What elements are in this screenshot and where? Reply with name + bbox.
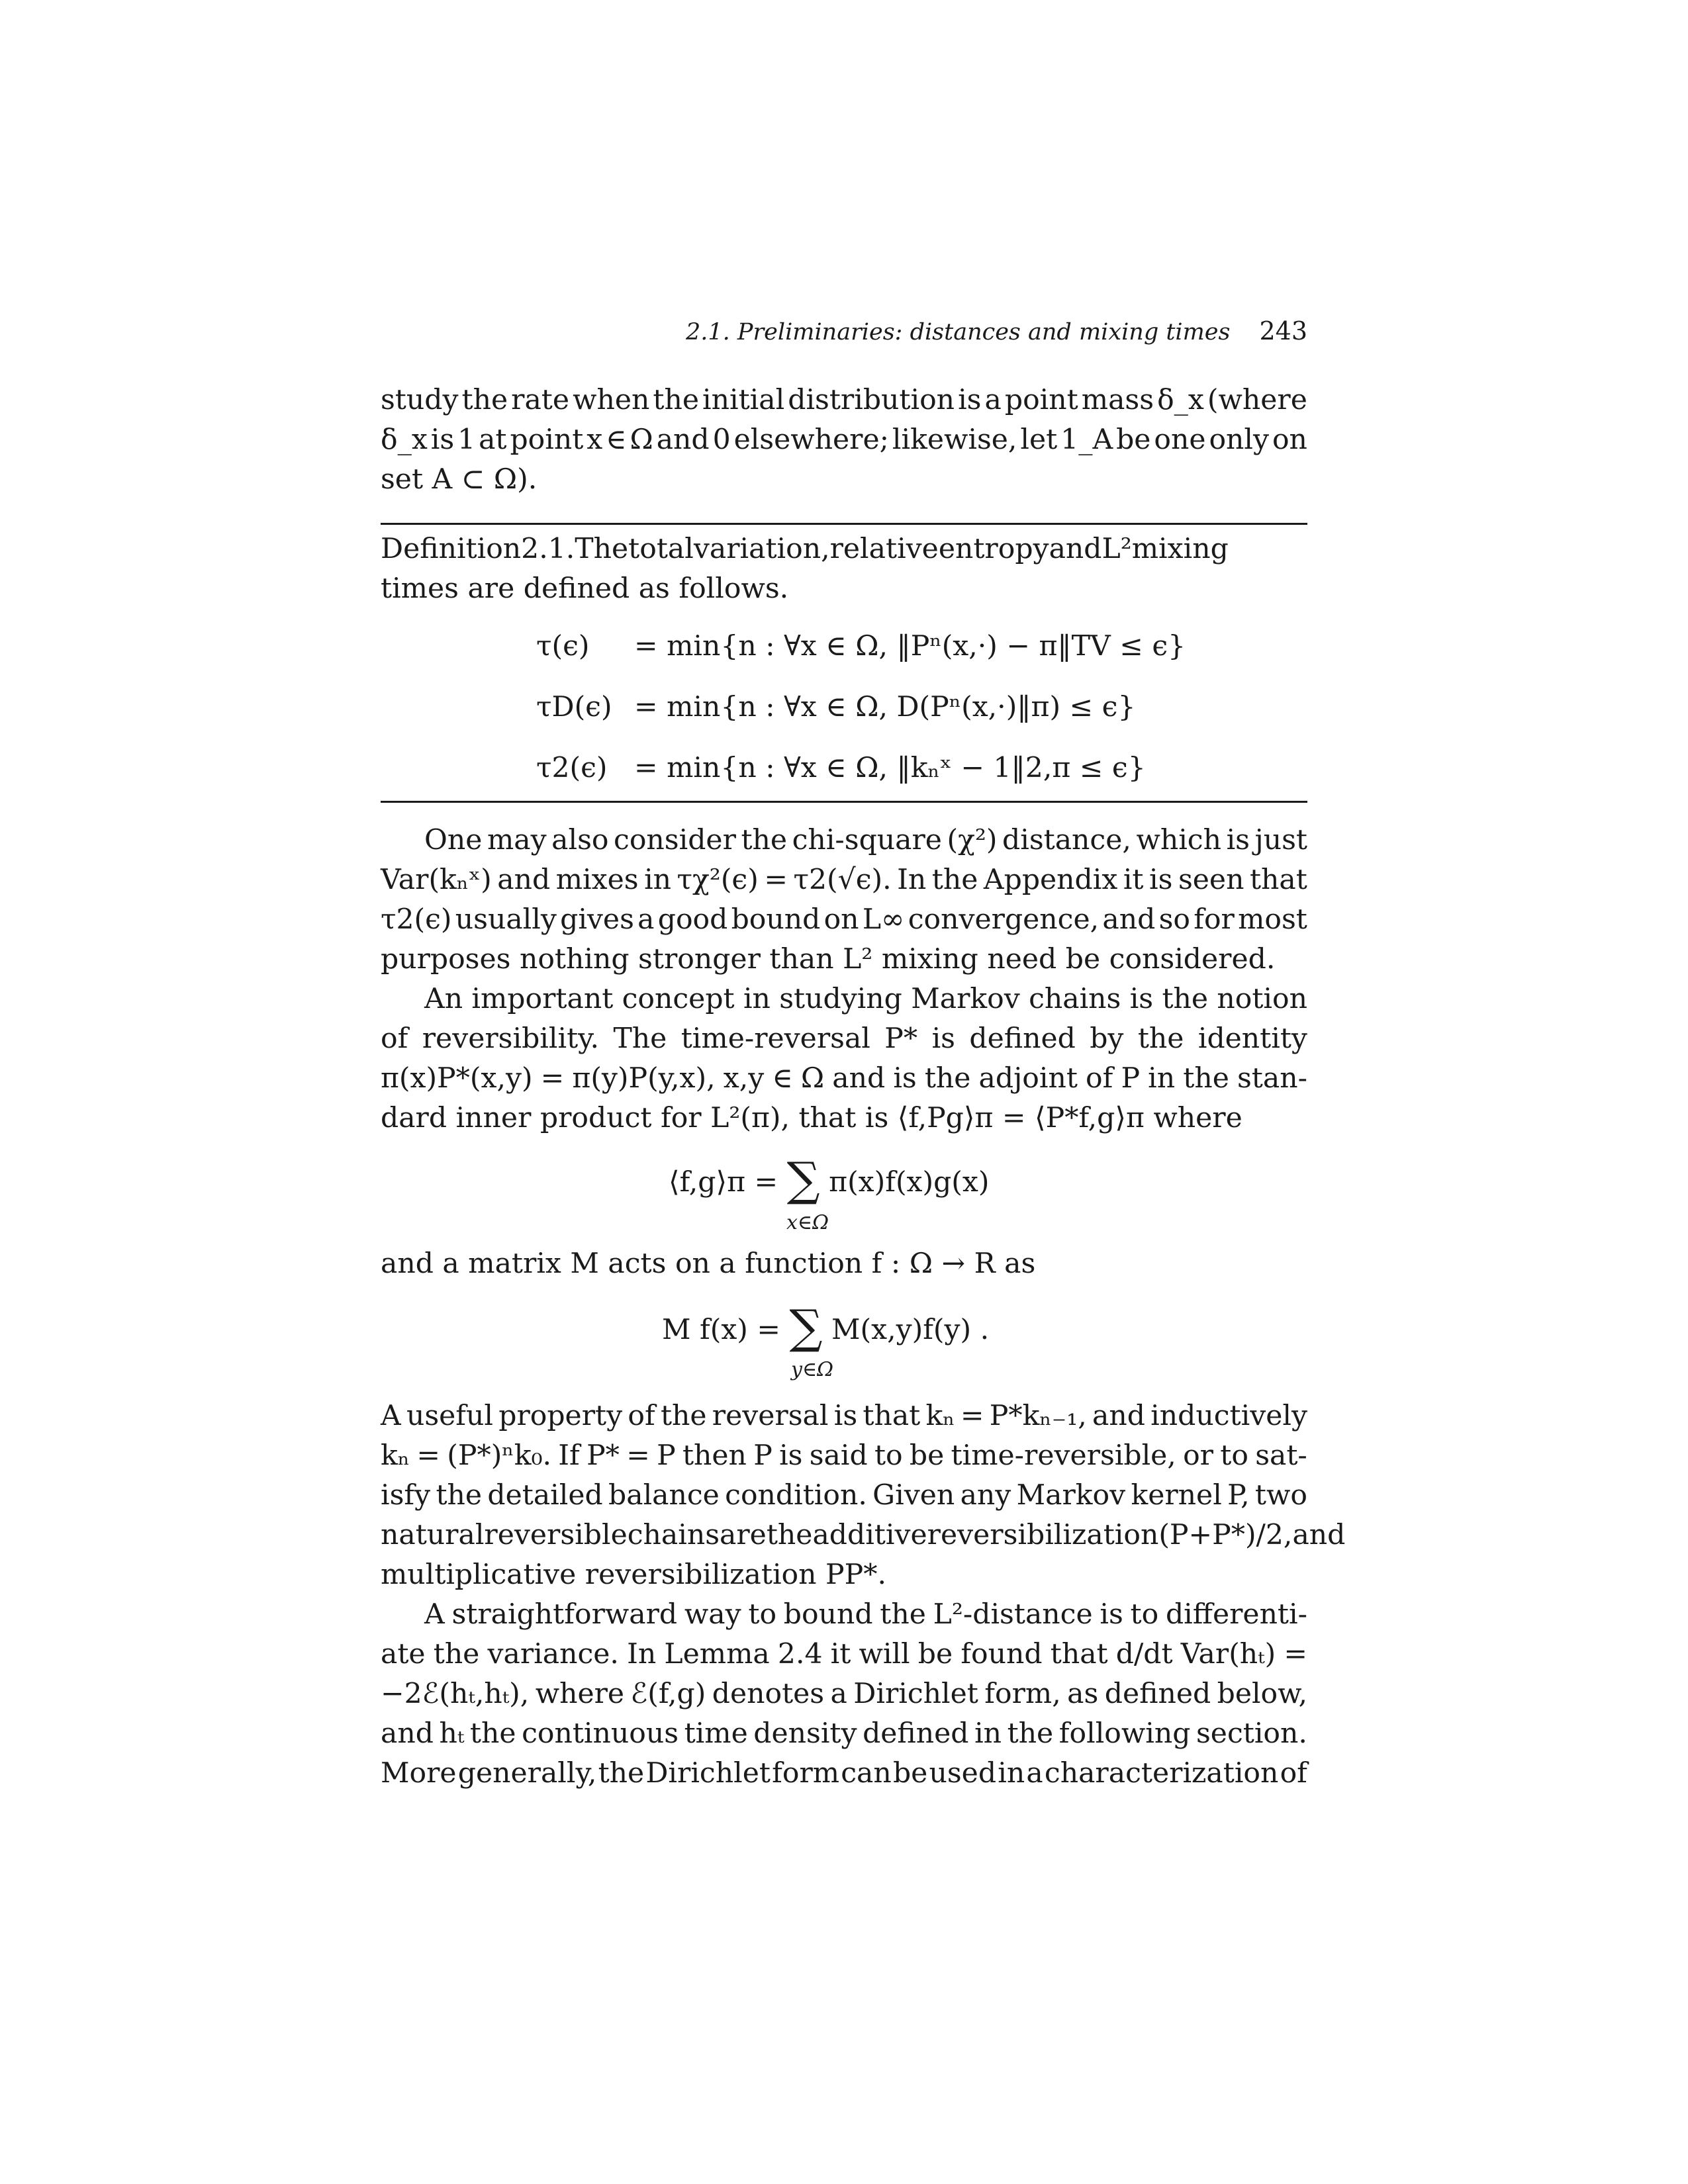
equation-rhs: = min{n : ∀x ∈ Ω, D(Pⁿ(x,·)‖π) ≤ ϵ} <box>634 690 1136 723</box>
word: 2.1. <box>521 533 575 565</box>
word: as <box>1067 1678 1099 1710</box>
reversal-property-paragraph <box>381 1396 1346 1595</box>
word: in <box>1148 1062 1176 1095</box>
word: point <box>1004 384 1078 416</box>
word: L²-distance <box>933 1598 1093 1631</box>
intro-paragraph <box>381 381 1307 500</box>
word: ℰ(f,g) <box>630 1678 706 1710</box>
page-number: 243 <box>1259 316 1307 345</box>
word: is <box>1129 983 1154 1015</box>
word: the <box>741 824 788 856</box>
word: the <box>433 1638 480 1670</box>
word: ∈ <box>606 424 627 456</box>
word: to <box>874 1439 903 1472</box>
word: Dirichlet <box>853 1678 978 1710</box>
equation-entropy <box>536 676 1186 737</box>
word: the <box>766 1519 813 1551</box>
word: also <box>551 824 609 856</box>
word: differenti- <box>1165 1598 1307 1631</box>
word: d/dt <box>1115 1638 1173 1670</box>
definition-text <box>381 529 1307 609</box>
text-line <box>381 900 1307 940</box>
text-line <box>381 1635 1307 1674</box>
word: on <box>1272 424 1307 456</box>
word: π(y)P(y,x), <box>572 1062 716 1095</box>
word: A <box>381 1400 401 1432</box>
word: The <box>613 1023 667 1055</box>
word: for <box>1194 903 1235 936</box>
equation-lhs: τ2(ϵ) <box>536 751 608 784</box>
text-line <box>381 1714 1307 1754</box>
word: Ω <box>630 424 653 456</box>
word: kₙ <box>925 1400 955 1432</box>
word: P*kₙ₋₁, <box>989 1400 1087 1432</box>
word: characterization <box>1044 1757 1279 1790</box>
word: to <box>1130 1598 1159 1631</box>
word: the <box>1007 1717 1054 1750</box>
word: by <box>1090 1023 1124 1055</box>
word: of <box>628 1400 655 1432</box>
word: Dirichlet <box>645 1757 771 1790</box>
word: mixes <box>555 864 639 896</box>
text-line <box>381 1436 1307 1476</box>
equation-lhs: τD(ϵ) <box>536 690 612 723</box>
word: and <box>1102 903 1156 936</box>
reversibility-paragraph <box>381 979 1307 1138</box>
word: Appendix <box>983 864 1118 896</box>
word: initial <box>702 384 785 416</box>
word: defined <box>969 1023 1076 1055</box>
word: two <box>1254 1479 1307 1512</box>
word: and <box>1049 533 1102 565</box>
word: relative <box>829 533 939 565</box>
word: study <box>381 384 459 416</box>
chi-square-paragraph <box>381 821 1307 979</box>
definition-top-rule <box>381 523 1307 525</box>
word: = <box>1284 1638 1307 1670</box>
word: found <box>961 1638 1043 1670</box>
summation-sign: ∑ <box>789 1300 823 1354</box>
text-line <box>381 1595 1307 1635</box>
word: variation, <box>693 533 830 565</box>
word: Markov <box>911 983 1020 1015</box>
running-title: 2.1. Preliminaries: distances and mixing times <box>685 319 1231 345</box>
word: notion <box>1217 983 1307 1015</box>
word: that <box>863 1400 921 1432</box>
word: it <box>1123 864 1144 896</box>
text-line <box>381 1396 1307 1436</box>
word: at <box>479 424 507 456</box>
word: let <box>1020 424 1058 456</box>
word: bound <box>783 1598 873 1631</box>
word: consider <box>614 824 736 856</box>
word: P <box>657 1439 676 1472</box>
equation-lhs: ⟨f,g⟩π = <box>669 1166 778 1199</box>
word: chains <box>627 1519 720 1551</box>
summation-sign: ∑ <box>786 1152 820 1206</box>
word: useful <box>406 1400 493 1432</box>
word: the <box>469 1717 516 1750</box>
word: the <box>436 1479 483 1512</box>
word: and <box>497 864 551 896</box>
matrix-action-equation <box>662 1300 990 1354</box>
word: mass <box>1081 384 1154 416</box>
word: a <box>984 384 1002 416</box>
word: More <box>381 1757 457 1790</box>
word: is <box>430 424 455 456</box>
word: section. <box>1196 1717 1307 1750</box>
word: be <box>909 1439 945 1472</box>
word: and <box>656 424 710 456</box>
word: following <box>1058 1717 1191 1750</box>
text-line: purposes nothing stronger than L² mixing need be considered. <box>381 943 1276 976</box>
word: to <box>1220 1439 1248 1472</box>
text-line <box>381 1476 1307 1516</box>
equation-rhs: = min{n : ∀x ∈ Ω, ‖Pⁿ(x,·) − π‖TV ≤ ϵ} <box>634 629 1186 662</box>
word: are <box>720 1519 767 1551</box>
equation-l2 <box>536 737 1186 798</box>
word: so <box>1158 903 1190 936</box>
word: in <box>644 864 672 896</box>
word: and <box>1292 1519 1346 1551</box>
word: and <box>381 1717 434 1750</box>
word: isfy <box>381 1479 431 1512</box>
word: reversibilization <box>927 1519 1159 1551</box>
text-line <box>381 1059 1307 1099</box>
word: hₜ <box>439 1717 465 1750</box>
word: time <box>684 1717 748 1750</box>
word: where <box>535 1678 625 1710</box>
word: and <box>832 1062 886 1095</box>
word: point <box>510 424 584 456</box>
word: on <box>823 903 859 936</box>
text-line <box>381 821 1307 860</box>
word: (P*)ⁿk₀. <box>447 1439 551 1472</box>
word: is <box>1226 824 1250 856</box>
text-line: set A ⊂ Ω). <box>381 463 538 496</box>
word: one <box>1154 424 1206 456</box>
word: P* <box>586 1439 620 1472</box>
word: any <box>960 1479 1011 1512</box>
word: 2.4 <box>777 1638 823 1670</box>
word: and <box>1092 1400 1145 1432</box>
word: τ2(√ϵ). <box>793 864 892 896</box>
text-line: and a matrix M acts on a function f : Ω → R as <box>381 1248 1036 1280</box>
word: variance. <box>487 1638 619 1670</box>
word: straightforward <box>451 1598 678 1631</box>
text-line <box>381 1516 1346 1555</box>
word: If <box>558 1439 580 1472</box>
word: is <box>1149 864 1173 896</box>
word: just <box>1254 824 1307 856</box>
word: P <box>1121 1062 1141 1095</box>
word: reversible <box>484 1519 628 1551</box>
equation-lhs: M f(x) = <box>662 1314 781 1346</box>
word: can <box>841 1757 892 1790</box>
word: a <box>830 1678 847 1710</box>
word: identity <box>1197 1023 1307 1055</box>
word: Lemma <box>664 1638 770 1670</box>
word: the <box>653 384 699 416</box>
word: form <box>772 1757 840 1790</box>
word: bound <box>731 903 821 936</box>
word: 1_A <box>1060 424 1113 456</box>
word: gives <box>560 903 634 936</box>
text-line <box>381 979 1307 1019</box>
word: generally, <box>457 1757 597 1790</box>
word: = <box>960 1400 984 1432</box>
text-line <box>381 1674 1307 1714</box>
variance-paragraph <box>381 1595 1307 1794</box>
word: kernel <box>1131 1479 1222 1512</box>
word: concept <box>622 983 735 1015</box>
word: only <box>1209 424 1269 456</box>
text-line <box>381 860 1307 900</box>
word: balance <box>608 1479 720 1512</box>
word: the <box>1137 1023 1184 1055</box>
running-header <box>381 316 1307 356</box>
word: In <box>897 864 927 896</box>
word: chi-square <box>792 824 942 856</box>
word: used <box>929 1757 997 1790</box>
text-line <box>381 1754 1307 1794</box>
word: Ω <box>800 1062 825 1095</box>
word: in <box>998 1757 1025 1790</box>
word: A <box>424 1598 445 1631</box>
word: 1 <box>457 424 476 456</box>
word: seen <box>1178 864 1244 896</box>
word: = <box>540 1062 565 1095</box>
word: distance, <box>1002 824 1131 856</box>
word: a <box>637 903 655 936</box>
matrix-action-line <box>381 1244 1307 1284</box>
equation-rhs: M(x,y)f(y) . <box>831 1314 990 1346</box>
summation-index: x∈Ω <box>786 1211 829 1234</box>
word: natural <box>381 1519 485 1551</box>
word: δ_x <box>1157 384 1204 416</box>
word: the <box>1183 1062 1229 1095</box>
word: of <box>381 1023 408 1055</box>
word: important <box>471 983 614 1015</box>
word: is <box>893 1062 917 1095</box>
word: property <box>498 1400 623 1432</box>
word: or <box>1183 1439 1213 1472</box>
word: denotes <box>712 1678 825 1710</box>
word: most <box>1238 903 1307 936</box>
word: rate <box>511 384 570 416</box>
word: when <box>573 384 650 416</box>
word: good <box>657 903 728 936</box>
word: ate <box>381 1638 426 1670</box>
word: detailed <box>487 1479 603 1512</box>
word: π(x)P*(x,y) <box>381 1062 533 1095</box>
word: the <box>931 864 978 896</box>
word: (P+P*)/2, <box>1158 1519 1293 1551</box>
word: defined <box>863 1717 969 1750</box>
text-line: multiplicative reversibilization PP*. <box>381 1559 886 1591</box>
word: studying <box>779 983 902 1015</box>
word: = <box>416 1439 441 1472</box>
word: is <box>833 1400 858 1432</box>
word: reversal <box>712 1400 829 1432</box>
summation-index: y∈Ω <box>791 1358 834 1381</box>
word: be <box>917 1638 953 1670</box>
word: mixing <box>1131 533 1229 565</box>
word: it <box>830 1638 851 1670</box>
word: reversibility. <box>422 1023 600 1055</box>
word: the <box>660 1400 707 1432</box>
word: that <box>1249 864 1307 896</box>
word: will <box>859 1638 910 1670</box>
word: Var(kₙˣ) <box>381 864 492 896</box>
word: elsewhere; <box>733 424 889 456</box>
word: ∈ <box>772 1062 793 1095</box>
word: δ_x <box>381 424 428 456</box>
word: entropy <box>938 533 1049 565</box>
word: 0 <box>712 424 731 456</box>
word: In <box>627 1638 657 1670</box>
word: below, <box>1217 1678 1307 1710</box>
word: = <box>764 864 788 896</box>
word: convergence, <box>908 903 1100 936</box>
word: likewise, <box>892 424 1017 456</box>
word: said <box>809 1439 868 1472</box>
word: Definition <box>381 533 522 565</box>
inner-product-equation <box>669 1152 990 1206</box>
word: τχ²(ϵ) <box>677 864 759 896</box>
word: L² <box>1102 533 1132 565</box>
word: = <box>626 1439 650 1472</box>
word: chains <box>1029 983 1121 1015</box>
text-line <box>381 420 1307 460</box>
word: is <box>931 1023 955 1055</box>
equation-lhs: τ(ϵ) <box>536 629 590 662</box>
definition-bottom-rule <box>381 801 1307 803</box>
word: The <box>575 533 629 565</box>
word: form, <box>984 1678 1061 1710</box>
word: usually <box>455 903 557 936</box>
word: L∞ <box>862 903 905 936</box>
word: P <box>753 1439 773 1472</box>
word: defined <box>1104 1678 1211 1710</box>
equation-rhs: π(x)f(x)g(x) <box>829 1166 990 1199</box>
word: the <box>1162 983 1209 1015</box>
word: in <box>974 1717 1002 1750</box>
word: (where <box>1207 384 1307 416</box>
word: An <box>424 983 463 1015</box>
word: sat- <box>1255 1439 1307 1472</box>
text-line <box>381 1019 1307 1059</box>
word: time-reversible, <box>951 1439 1176 1472</box>
word: inductively <box>1150 1400 1307 1432</box>
word: the <box>461 384 508 416</box>
word: which <box>1136 824 1221 856</box>
word: total <box>628 533 694 565</box>
word: time-reversal <box>680 1023 870 1055</box>
definition-line-2: times are defined as follows. <box>381 572 789 605</box>
word: Given <box>872 1479 955 1512</box>
equation-rhs: = min{n : ∀x ∈ Ω, ‖kₙˣ − 1‖2,π ≤ ϵ} <box>634 751 1146 784</box>
word: be <box>892 1757 928 1790</box>
word: the <box>924 1062 971 1095</box>
word: the <box>880 1598 926 1631</box>
word: density <box>753 1717 857 1750</box>
word: that <box>1050 1638 1108 1670</box>
word: in <box>743 983 771 1015</box>
word: Markov <box>1016 1479 1126 1512</box>
word: −2ℰ(hₜ,hₜ), <box>381 1678 530 1710</box>
word: a <box>1026 1757 1043 1790</box>
word: the <box>598 1757 645 1790</box>
word: be <box>1116 424 1151 456</box>
word: then <box>682 1439 747 1472</box>
word: continuous <box>522 1717 679 1750</box>
word: Var(hₜ) <box>1180 1638 1276 1670</box>
word: of <box>1086 1062 1113 1095</box>
text-line: dard inner product for L²(π), that is ⟨f,Pg⟩π = ⟨P*f,g⟩π where <box>381 1102 1243 1134</box>
word: may <box>487 824 547 856</box>
word: way <box>684 1598 741 1631</box>
word: adjoint <box>978 1062 1078 1095</box>
word: One <box>424 824 483 856</box>
word: x <box>586 424 603 456</box>
word: condition. <box>725 1479 867 1512</box>
word: additive <box>812 1519 927 1551</box>
word: P* <box>884 1023 918 1055</box>
word: P, <box>1227 1479 1250 1512</box>
word: τ2(ϵ) <box>381 903 452 936</box>
word: of <box>1280 1757 1307 1790</box>
definition-equations <box>536 615 1186 798</box>
word: distribution <box>788 384 955 416</box>
word: is <box>1100 1598 1123 1631</box>
word: to <box>748 1598 777 1631</box>
word: kₙ <box>381 1439 410 1472</box>
word: is <box>779 1439 803 1472</box>
word: x,y <box>723 1062 765 1095</box>
word: stan- <box>1237 1062 1307 1095</box>
word: (χ²) <box>947 824 998 856</box>
word: is <box>958 384 982 416</box>
equation-tv <box>536 615 1186 676</box>
text-line <box>381 381 1307 420</box>
